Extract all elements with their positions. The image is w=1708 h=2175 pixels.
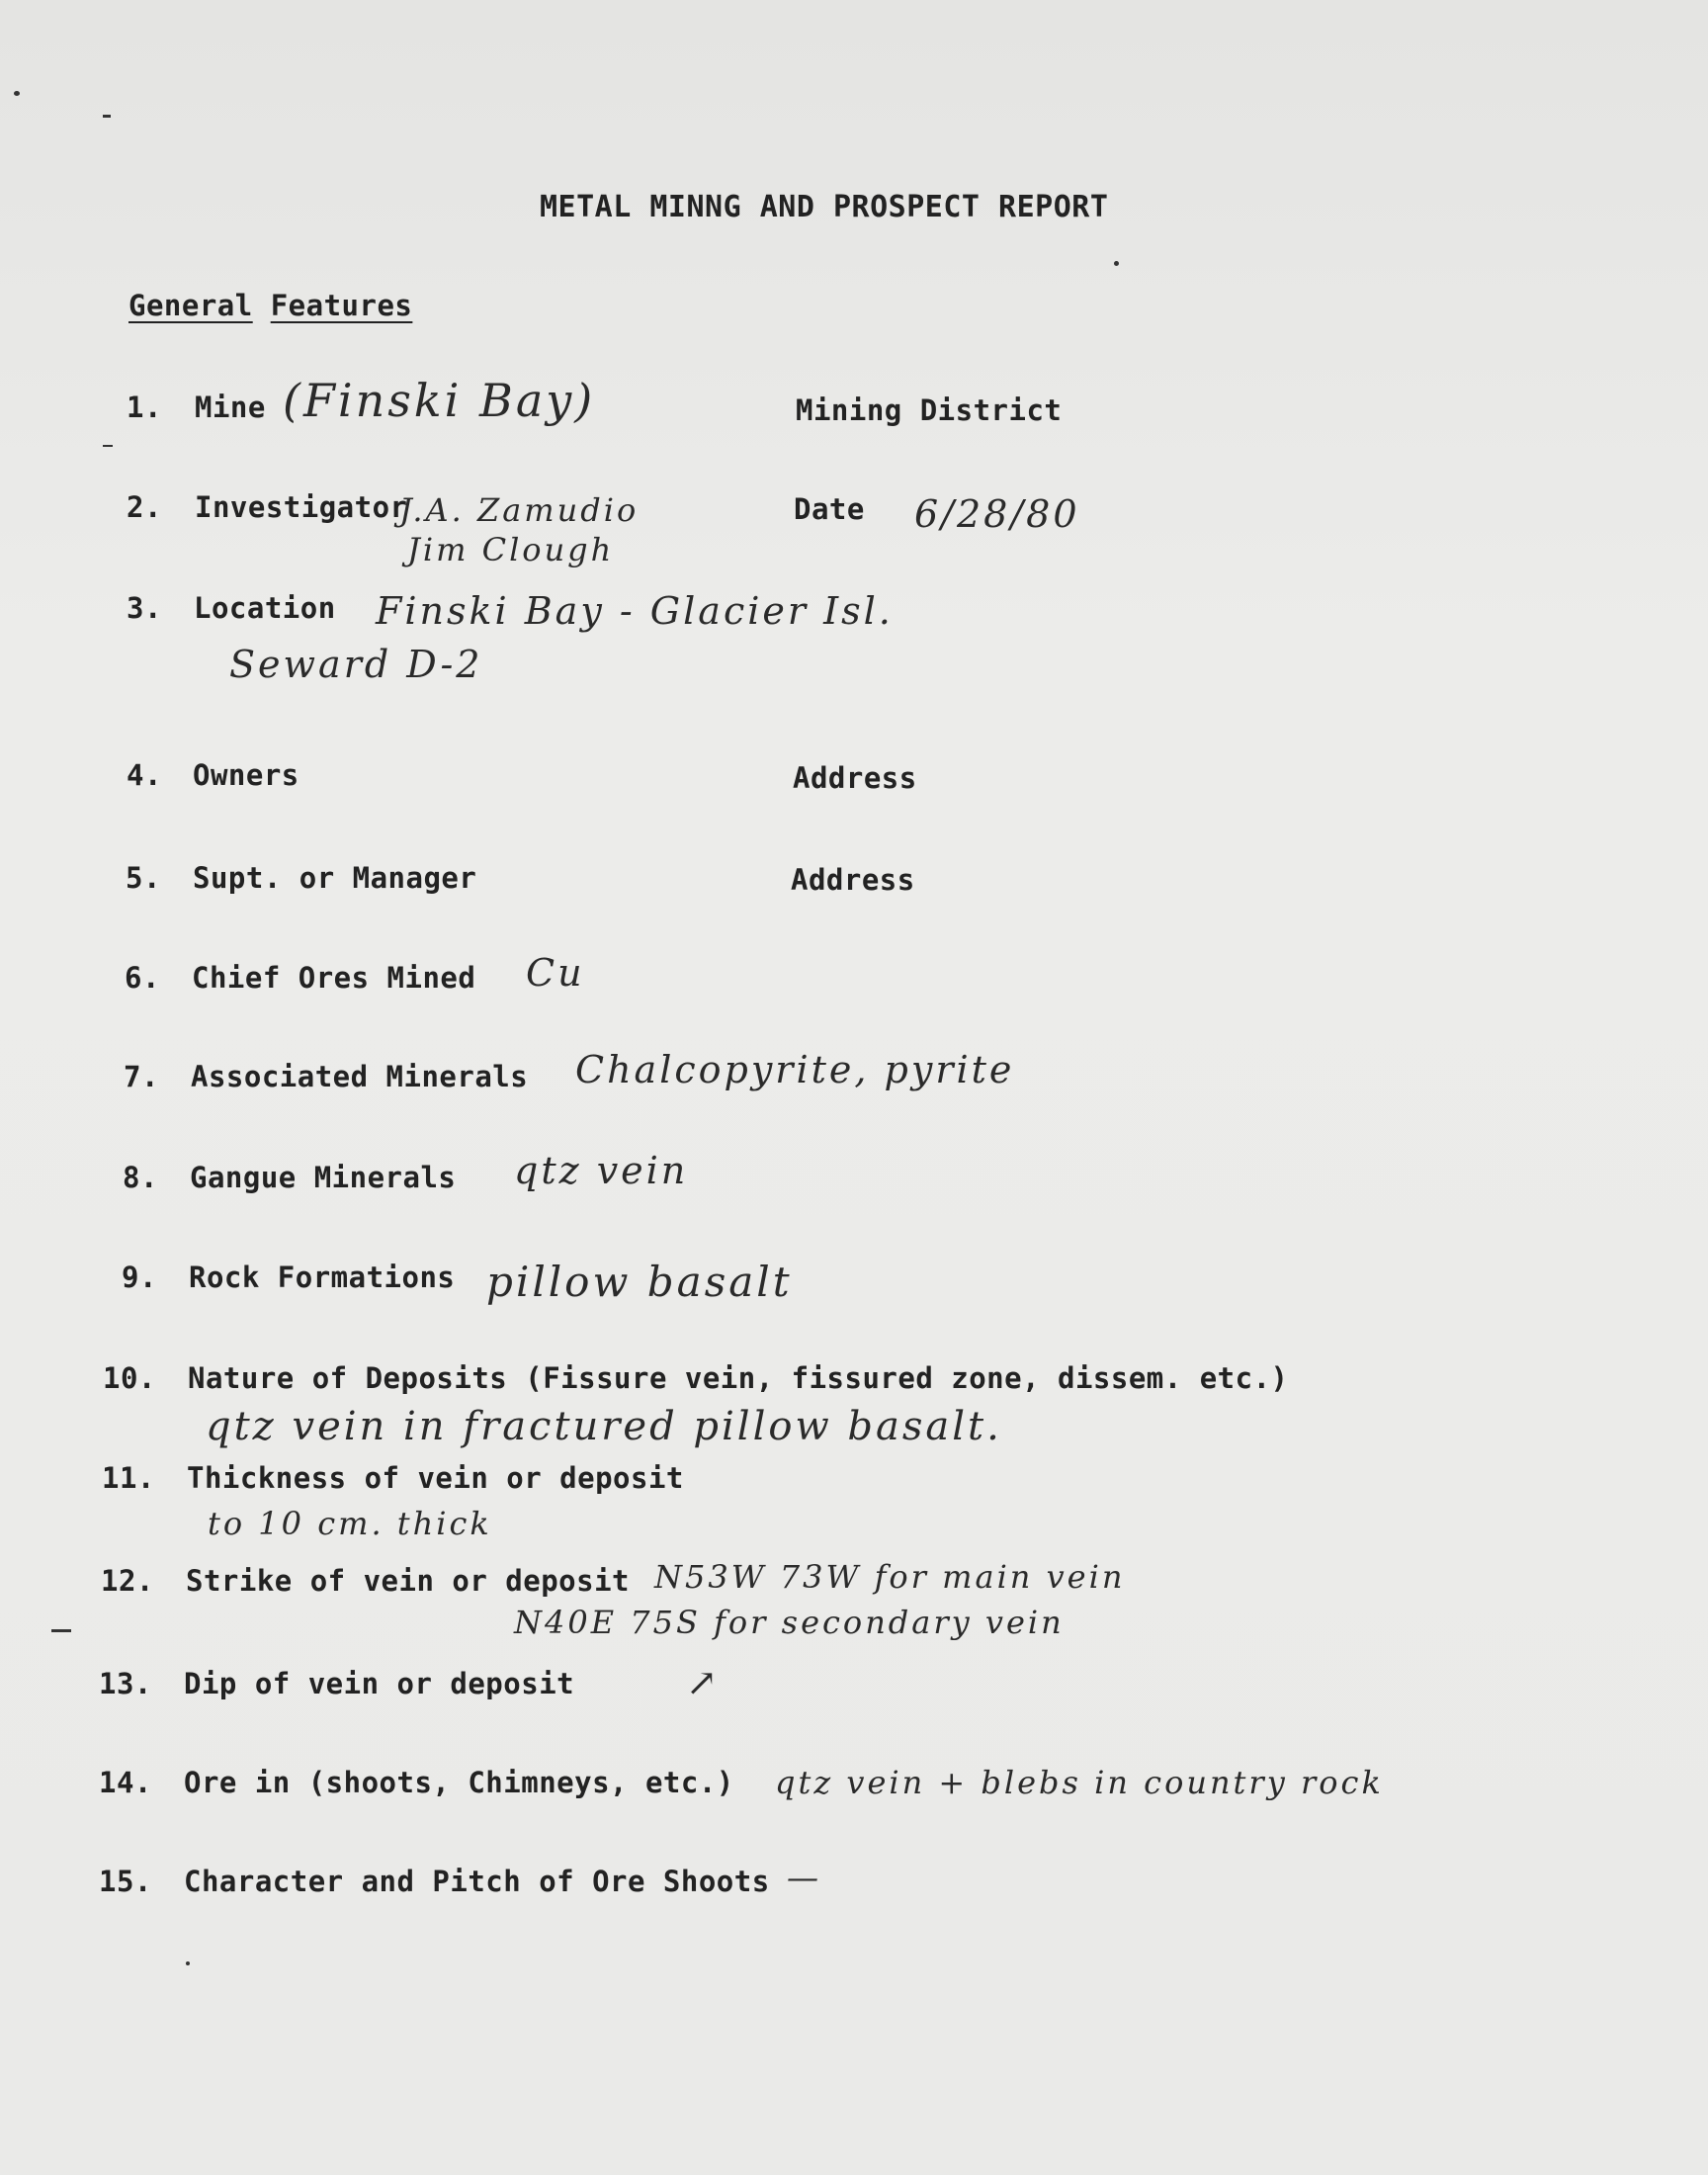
item-13-label: Dip of vein or deposit: [184, 1667, 575, 1700]
item-3-value: Finski Bay - Glacier Isl.: [376, 589, 894, 633]
item-3-number: 3.: [127, 591, 162, 625]
item-9-label: Rock Formations: [189, 1261, 456, 1294]
item-12-number: 12.: [101, 1564, 154, 1598]
page-title: METAL MINNG AND PROSPECT REPORT: [540, 190, 1109, 224]
item-8-value: qtz vein: [514, 1149, 689, 1192]
item-5-number: 5.: [126, 861, 161, 895]
item-12-value2: N40E 75S for secondary vein: [514, 1604, 1065, 1641]
speck-mark: [1114, 261, 1119, 266]
item-13-number: 13.: [99, 1667, 152, 1700]
item-1-label: Mine: [195, 391, 266, 424]
item-8-label: Gangue Minerals: [190, 1161, 457, 1194]
item-3-label: Location: [194, 591, 336, 625]
item-2-label: Investigator: [195, 490, 408, 524]
item-4-label: Owners: [193, 758, 299, 792]
item-11-label: Thickness of vein or deposit: [187, 1461, 684, 1495]
item-15-value: —: [787, 1859, 821, 1896]
item-14-label: Ore in (shoots, Chimneys, etc.): [184, 1766, 734, 1799]
section-heading-word2: Features: [270, 289, 413, 322]
item-7-value: Chalcopyrite, pyrite: [575, 1048, 1015, 1091]
item-4-number: 4.: [127, 758, 162, 792]
item-2-right-label: Date: [794, 492, 865, 526]
item-3-value2: Seward D-2: [229, 643, 483, 686]
item-5-label: Supt. or Manager: [193, 861, 477, 895]
item-4-right-label: Address: [793, 761, 917, 795]
item-7-label: Associated Minerals: [191, 1060, 529, 1093]
speck-mark: [103, 445, 113, 447]
item-13-value: ↗: [686, 1661, 721, 1704]
item-10-number: 10.: [103, 1361, 156, 1395]
item-15-number: 15.: [99, 1865, 152, 1898]
item-6-number: 6.: [125, 961, 160, 995]
item-12-label: Strike of vein or deposit: [186, 1564, 630, 1598]
item-8-number: 8.: [123, 1161, 158, 1194]
item-9-value: pillow basalt: [486, 1258, 793, 1306]
item-5-right-label: Address: [791, 863, 915, 897]
item-1-right-label: Mining District: [796, 393, 1063, 427]
speck-mark: [103, 115, 111, 118]
item-9-number: 9.: [122, 1261, 157, 1294]
item-2-number: 2.: [127, 490, 162, 524]
section-heading: [128, 289, 412, 322]
margin-dash-mark: [51, 1629, 71, 1632]
item-15-label: Character and Pitch of Ore Shoots: [184, 1865, 770, 1898]
item-10-value: qtz vein in fractured pillow basalt.: [206, 1404, 1002, 1449]
item-14-number: 14.: [99, 1766, 152, 1799]
item-2-right-value: 6/28/80: [914, 492, 1080, 536]
speck-mark: [14, 91, 20, 96]
item-14-value: qtz vein + blebs in country rock: [775, 1764, 1384, 1801]
item-7-number: 7.: [124, 1060, 159, 1093]
item-6-label: Chief Ores Mined: [192, 961, 476, 995]
speck-mark: [186, 1961, 190, 1965]
item-11-number: 11.: [102, 1461, 155, 1495]
item-2-value2: Jim Clough: [407, 531, 615, 568]
item-1-value: (Finski Bay): [283, 374, 596, 427]
item-10-label: Nature of Deposits (Fissure vein, fissured zone, dissem. etc.): [188, 1361, 1289, 1395]
section-heading-word1: General: [128, 289, 253, 322]
item-2-value: J.A. Zamudio: [399, 491, 640, 529]
item-6-value: Cu: [526, 951, 585, 995]
item-11-value: to 10 cm. thick: [208, 1505, 492, 1542]
item-1-number: 1.: [127, 391, 162, 424]
item-12-value: N53W 73W for main vein: [654, 1558, 1126, 1596]
